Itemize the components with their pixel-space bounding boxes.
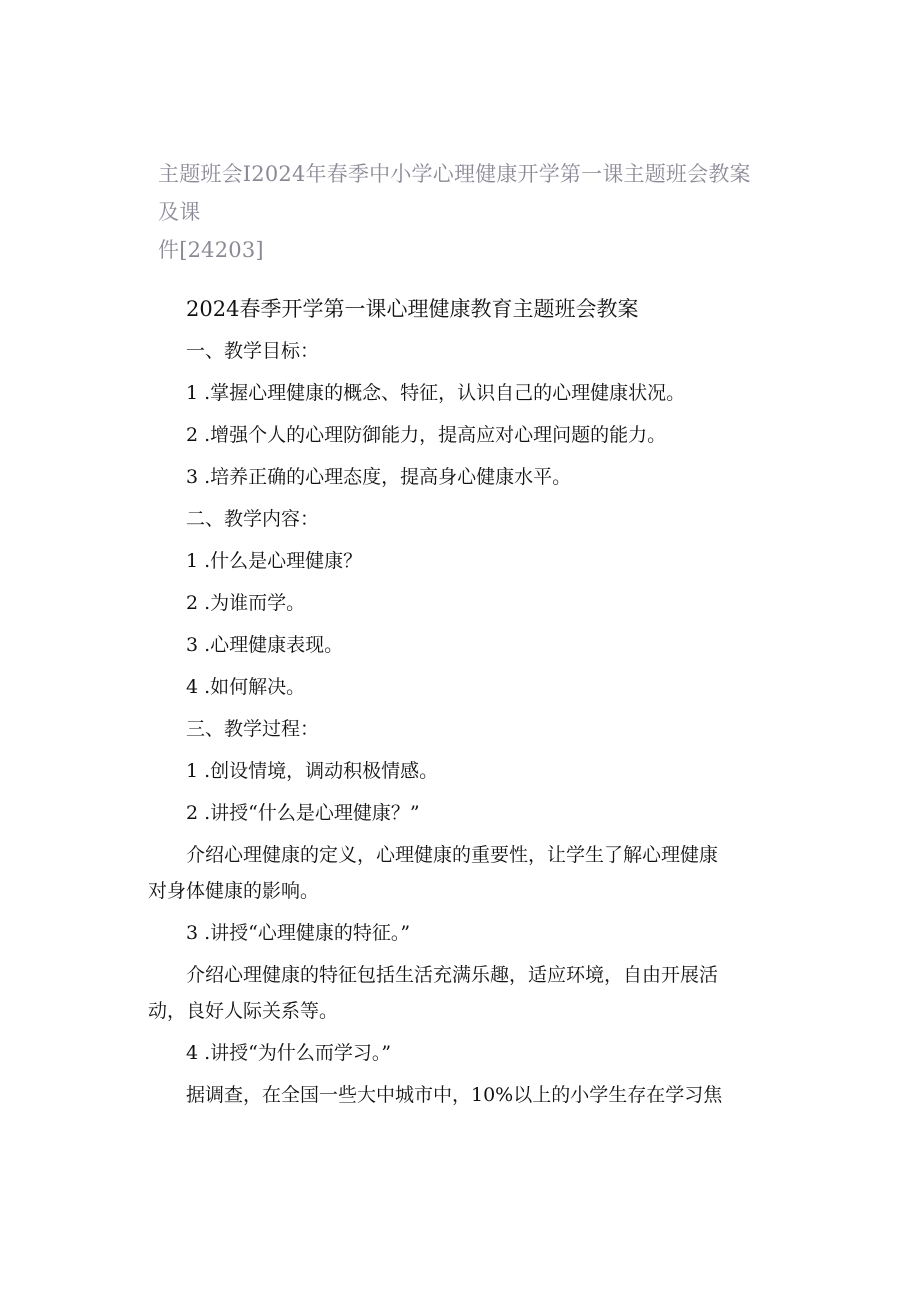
process-item-2: 2 .讲授“什么是心理健康？”: [186, 802, 420, 824]
paragraph-characteristics: [148, 957, 756, 1029]
goal-item-1: 1 .掌握心理健康的概念、特征，认识自己的心理健康状况。: [186, 382, 686, 404]
paragraph-survey-line-1: 据调查，在全国一些大中城市中，10%以上的小学生存在学习焦: [186, 1084, 723, 1106]
section-heading-content: 二、教学内容：: [186, 508, 320, 530]
goal-item-3: 3 .培养正确的心理态度，提高身心健康水平。: [186, 466, 572, 488]
paragraph-definition-line-2: 对身体健康的影响。: [148, 880, 320, 902]
process-item-3: 3 .讲授“心理健康的特征。”: [186, 922, 411, 944]
content-item-4: 4 .如何解决。: [186, 676, 306, 698]
document-title: [158, 155, 758, 269]
paragraph-characteristics-line-2: 动，良好人际关系等。: [148, 1000, 339, 1022]
paragraph-definition-line-1: 介绍心理健康的定义，心理健康的重要性，让学生了解心理健康: [186, 844, 719, 866]
goal-item-2: 2 .增强个人的心理防御能力，提高应对心理问题的能力。: [186, 424, 667, 446]
paragraph-definition: [148, 837, 756, 909]
paragraph-survey: [186, 1077, 756, 1113]
document-title-line-1: 主题班会I2024年春季中小学心理健康开学第一课主题班会教案及课: [158, 162, 751, 224]
document-body: [148, 291, 756, 1119]
content-item-2: 2 .为谁而学。: [186, 592, 306, 614]
process-item-1: 1 .创设情境，调动积极情感。: [186, 760, 439, 782]
content-item-3: 3 .心理健康表现。: [186, 634, 344, 656]
lesson-plan-heading: 2024春季开学第一课心理健康教育主题班会教案: [186, 297, 639, 321]
content-item-1: 1 .什么是心理健康？: [186, 550, 363, 572]
document-title-line-2: 件[24203]: [158, 238, 264, 262]
section-heading-process: 三、教学过程：: [186, 718, 320, 740]
process-item-4: 4 .讲授“为什么而学习。”: [186, 1042, 392, 1064]
paragraph-characteristics-line-1: 介绍心理健康的特征包括生活充满乐趣，适应环境，自由开展活: [186, 964, 719, 986]
section-heading-goals: 一、教学目标：: [186, 340, 320, 362]
